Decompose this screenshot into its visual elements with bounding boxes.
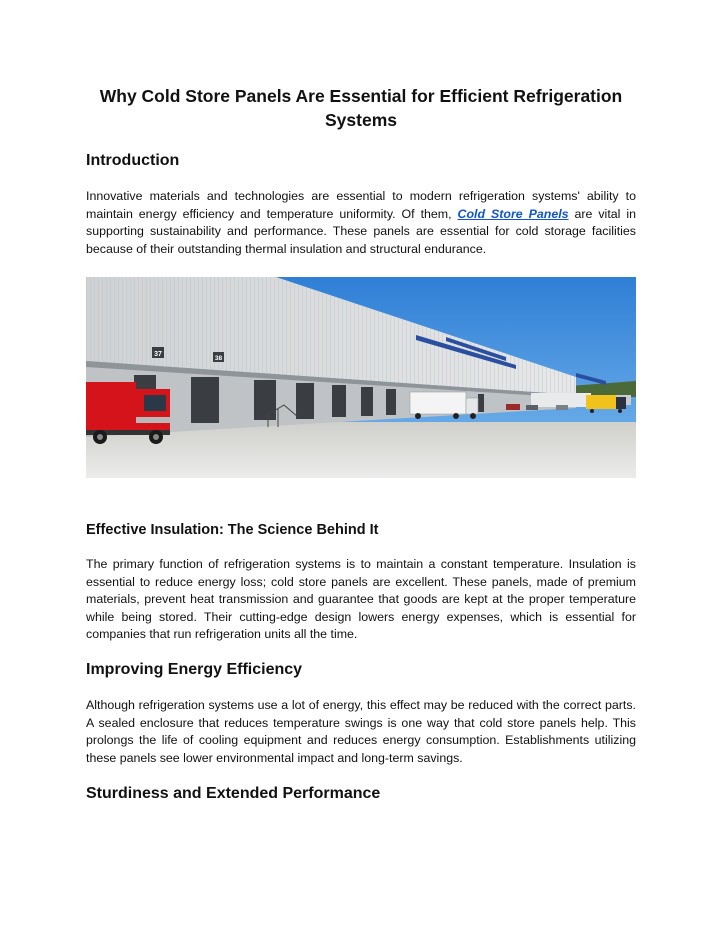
heading-energy-efficiency: Improving Energy Efficiency bbox=[86, 661, 303, 678]
paragraph-energy-efficiency: Although refrigeration systems use a lot of energy, this effect may be reduced with the correct parts. A sealed enclosure that reduces temperature swings is one way that cold store panels help. This prolongs the life of cooling equipment and reduces energy consumption. Establishments utilizing these panels see lower environmental impact and long-term savings. bbox=[86, 698, 636, 765]
dock-number-37: 37 bbox=[154, 351, 162, 358]
heading-introduction: Introduction bbox=[86, 152, 180, 169]
paragraph-effective-insulation: The primary function of refrigeration systems is to maintain a constant temperature. Insulation is essential to reduce energy loss; cold store panels are excellent. These panels, made of premium materials, prevent heat transmission and guarantee that goods are kept at the proper temperature while being stored. Their cutting-edge design lowers energy expenses, which is essential for companies that run refrigeration units all the time. bbox=[86, 557, 636, 641]
intro-text-after: are vital in supporting sustainability and performance. These panels are essential for cold storage facilities because of their outstanding thermal insulation and structural endurance. bbox=[86, 206, 636, 256]
paragraph-introduction bbox=[86, 188, 636, 258]
document-title: Why Cold Store Panels Are Essential for Efficient Refrigeration Systems bbox=[99, 86, 623, 130]
warehouse-photo bbox=[86, 277, 636, 478]
intro-text-before: Innovative materials and technologies are essential to modern refrigeration systems' ability to maintain energy efficiency and temperature uniformity. Of them, bbox=[86, 189, 636, 221]
red-truck bbox=[86, 382, 170, 444]
heading-sturdiness: Sturdiness and Extended Performance bbox=[86, 785, 381, 802]
heading-effective-insulation: Effective Insulation: The Science Behind It bbox=[86, 522, 379, 538]
cold-store-panels-link[interactable]: Cold Store Panels bbox=[457, 206, 569, 221]
dock-number-38: 38 bbox=[214, 355, 223, 362]
